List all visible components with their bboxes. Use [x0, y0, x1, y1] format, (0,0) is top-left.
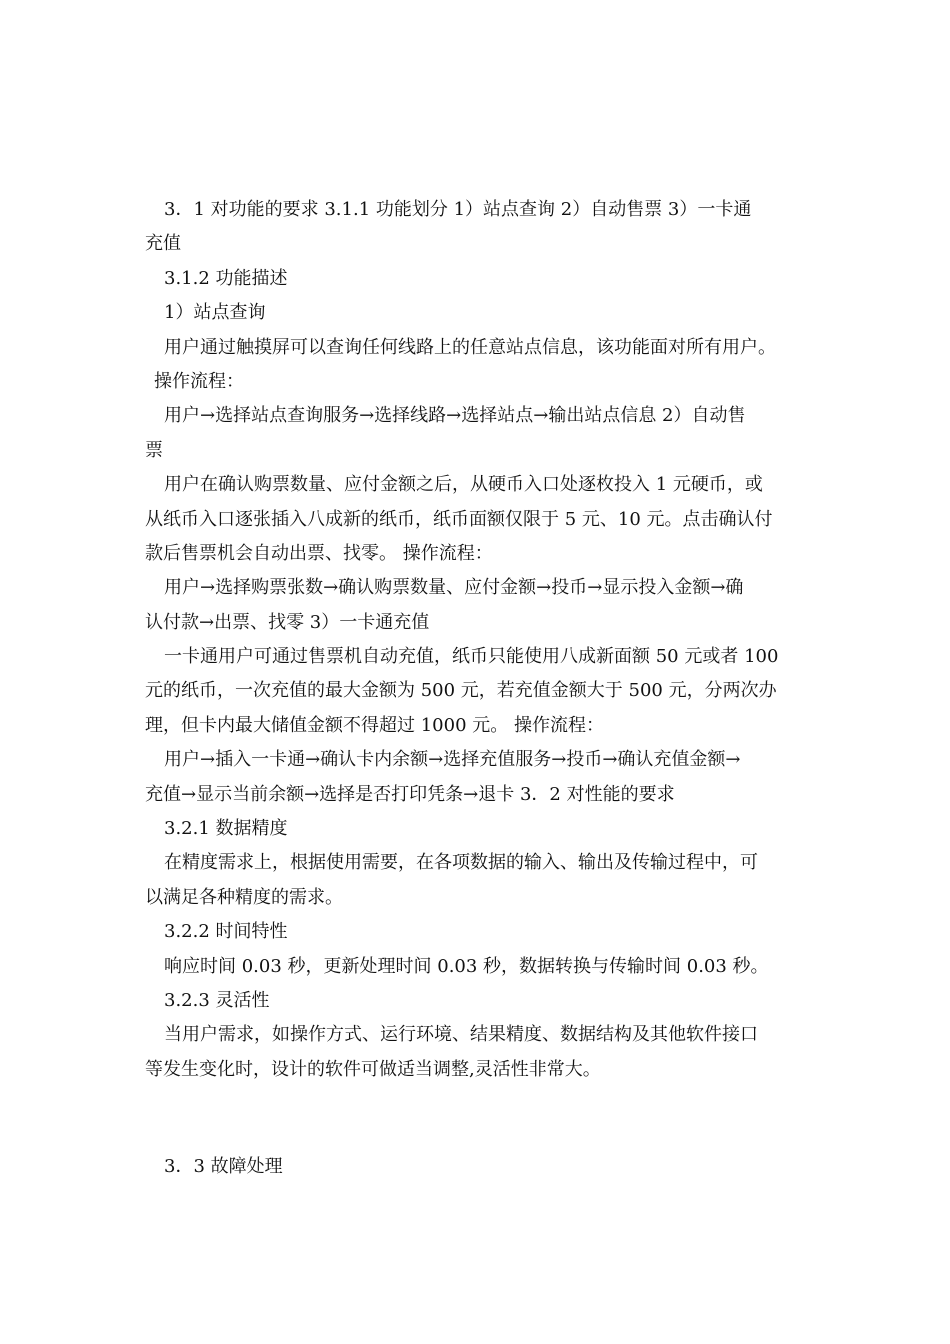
text-line: 等发生变化时，设计的软件可做适当调整,灵活性非常大。	[145, 1058, 601, 1080]
text-line: 款后售票机会自动出票、找零。 操作流程：	[145, 542, 493, 564]
text-line: 操作流程：	[154, 370, 244, 392]
text-line: 一卡通用户可通过售票机自动充值，纸币只能使用八成新面额 50 元或者 100	[164, 646, 779, 668]
text-line: 当用户需求，如操作方式、运行环境、结果精度、数据结构及其他软件接口	[164, 1024, 758, 1046]
text-line: 用户→选择购票张数→确认购票数量、应付金额→投币→显示投入金额→确	[164, 577, 744, 599]
paragraph-gap	[145, 1087, 807, 1150]
text-line: 从纸币入口逐张插入八成新的纸币，纸币面额仅限于 5 元、10 元。点击确认付	[145, 508, 773, 530]
text-line: 充值→显示当前余额→选择是否打印凭条→退卡 3．2 对性能的要求	[145, 783, 675, 805]
text-line: 充值	[145, 233, 181, 255]
section-heading: 3.2.3 灵活性	[164, 989, 270, 1011]
subsection-heading: 1）站点查询	[164, 302, 266, 324]
section-heading: 3.1.2 功能描述	[164, 267, 288, 289]
text-line: 用户→选择站点查询服务→选择线路→选择站点→输出站点信息 2）自动售	[164, 405, 746, 427]
text-line: 用户在确认购票数量、应付金额之后，从硬币入口处逐枚投入 1 元硬币，或	[164, 474, 763, 496]
text-line: 用户→插入一卡通→确认卡内余额→选择充值服务→投币→确认充值金额→	[164, 749, 741, 771]
section-heading: 3．3 故障处理	[164, 1156, 283, 1178]
text-line: 理，但卡内最大储值金额不得超过 1000 元。 操作流程：	[145, 714, 604, 736]
section-heading: 3.2.1 数据精度	[164, 818, 288, 840]
document-body	[145, 193, 807, 1185]
text-line: 票	[145, 439, 163, 461]
text-line: 认付款→出票、找零 3）一卡通充值	[145, 611, 430, 633]
text-line: 3．1 对功能的要求 3.1.1 功能划分 1）站点查询 2）自动售票 3）一卡通	[164, 199, 752, 220]
text-line: 以满足各种精度的需求。	[145, 886, 343, 908]
text-line: 响应时间 0.03 秒，更新处理时间 0.03 秒，数据转换与传输时间 0.03 秒。	[164, 955, 769, 977]
text-line: 元的纸币，一次充值的最大金额为 500 元，若充值金额大于 500 元，分两次办	[145, 680, 777, 702]
text-line: 在精度需求上，根据使用需要，在各项数据的输入、输出及传输过程中，可	[164, 852, 758, 874]
text-line: 用户通过触摸屏可以查询任何线路上的任意站点信息，该功能面对所有用户。	[164, 336, 776, 358]
section-heading: 3.2.2 时间特性	[164, 921, 288, 943]
